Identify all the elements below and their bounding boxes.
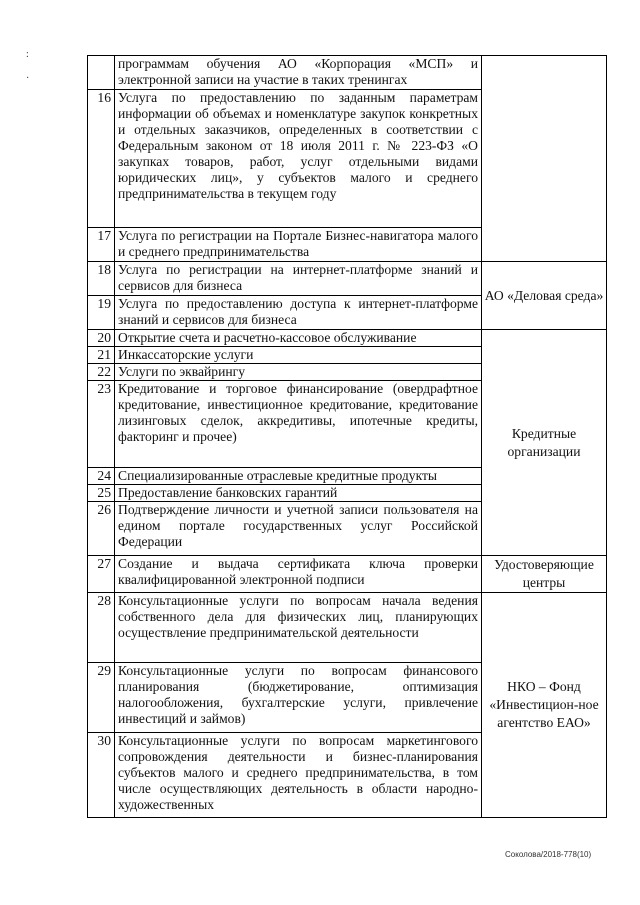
- row-number: [88, 56, 115, 90]
- provider-nko-fund: НКО – Фонд «Инвестицион-ное агентство ЕАО»: [482, 593, 607, 818]
- row-number: 29: [88, 663, 115, 733]
- margin-marks: [26, 48, 29, 86]
- table-row: [88, 556, 607, 593]
- service-description: Консультационные услуги по вопросам маркетингового сопровождения деятельности и бизнес-планирования субъектов малого и среднего предпринимательства, в том числе осуществляющих деятельность в области народно-художественных: [115, 733, 482, 818]
- service-description: Специализированные отраслевые кредитные продукты: [115, 468, 482, 485]
- row-number: 24: [88, 468, 115, 485]
- service-description: программам обучения АО «Корпорация «МСП» и электронной записи на участие в таких тренингах: [115, 56, 482, 90]
- service-description: Услуга по регистрации на Портале Бизнес-навигатора малого и среднего предпринимательства: [115, 228, 482, 262]
- service-description: Инкассаторские услуги: [115, 347, 482, 364]
- row-number: 19: [88, 296, 115, 330]
- row-number: 28: [88, 593, 115, 663]
- service-description: Кредитование и торговое финансирование (овердрафтное кредитование, инвестиционное кредитование, кредитование лизинговых сделок, аккредитивы, ипотечные кредиты, факторинг и прочее): [115, 381, 482, 468]
- row-number: 21: [88, 347, 115, 364]
- row-number: 18: [88, 262, 115, 296]
- row-number: 23: [88, 381, 115, 468]
- service-description: Услуга по предоставлению доступа к интернет-платформе знаний и сервисов для бизнеса: [115, 296, 482, 330]
- margin-mark: :: [26, 49, 29, 60]
- table-row: [88, 330, 607, 347]
- service-description: Услуга по регистрации на интернет-платформе знаний и сервисов для бизнеса: [115, 262, 482, 296]
- service-description: Открытие счета и расчетно-кассовое обслуживание: [115, 330, 482, 347]
- service-description: Консультационные услуги по вопросам финансового планирования (бюджетирование, оптимизация налогообложения, бухгалтерские услуги, привлечение инвестиций и займов): [115, 663, 482, 733]
- service-description: Консультационные услуги по вопросам начала ведения собственного дела для физических лиц, планирующих осуществление предпринимательской деятельности: [115, 593, 482, 663]
- service-description: Предоставление банковских гарантий: [115, 485, 482, 502]
- provider-delovaya-sreda: АО «Деловая среда»: [482, 262, 607, 330]
- row-number: 27: [88, 556, 115, 593]
- row-number: 25: [88, 485, 115, 502]
- row-number: 20: [88, 330, 115, 347]
- table-row: [88, 262, 607, 296]
- document-footer-code: Соколова/2018-778(10): [505, 850, 592, 859]
- table-row: [88, 56, 607, 90]
- row-number: 16: [88, 90, 115, 228]
- provider-cell-empty: [482, 56, 607, 262]
- provider-cert-centers: Удостоверяющие центры: [482, 556, 607, 593]
- service-description: Создание и выдача сертификата ключа проверки квалифицированной электронной подписи: [115, 556, 482, 593]
- row-number: 17: [88, 228, 115, 262]
- margin-mark: ·: [26, 73, 30, 84]
- provider-credit-orgs: Кредитные организации: [482, 330, 607, 556]
- service-description: Услуги по эквайрингу: [115, 364, 482, 381]
- service-description: Подтверждение личности и учетной записи пользователя на едином портале государственных услуг Российской Федерации: [115, 502, 482, 556]
- row-number: 26: [88, 502, 115, 556]
- service-description: Услуга по предоставлению по заданным параметрам информации об объемах и номенклатуре закупок конкретных и отдельных заказчиков, определенных в соответствии с Федеральным законом от 18 июля 2011 г. № 223-ФЗ «О закупках товаров, работ, услуг отдельными видами юридических лиц», у субъектов малого и среднего предпринимательства в текущем году: [115, 90, 482, 228]
- services-table: [87, 55, 607, 818]
- row-number: 30: [88, 733, 115, 818]
- table-row: [88, 593, 607, 663]
- row-number: 22: [88, 364, 115, 381]
